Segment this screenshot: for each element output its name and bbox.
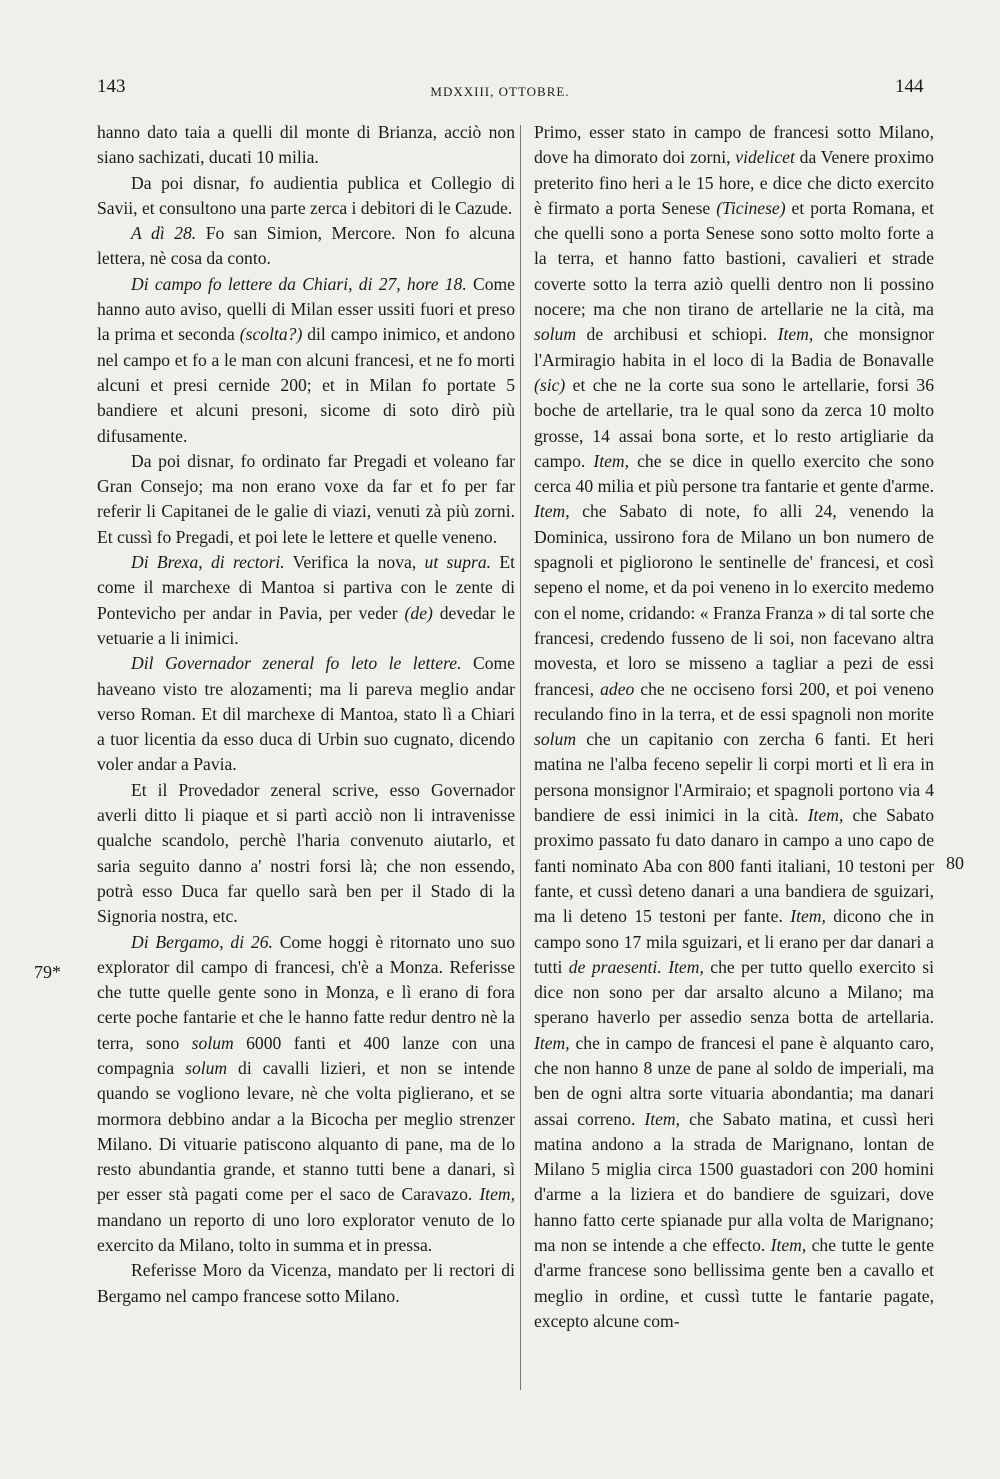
italic-text: Dil Governador zeneral fo leto le lettere.	[131, 653, 462, 674]
text-run: che ne occiseno forsi 200, et poi veneno reculando fino in la terra, et de essi spagnoli non morite	[534, 678, 934, 724]
text-run: che in campo de francesi el pane è alquanto caro, che non hanno 8 unze de pane al soldo de imperiali, ma ben de ogni altra sorte vituaria abondantia; ma danari assai correno.	[534, 1032, 934, 1129]
page-number-left: 143	[97, 76, 126, 97]
text-run: che per tutto quello exercito si dice non sono per dar arsalto alcuno a Milano; ma sperano haverlo per assedio senza botta de artellaria.	[534, 956, 935, 1028]
paragraph	[97, 1258, 515, 1309]
paragraph	[97, 550, 515, 651]
margin-number-right: 80	[946, 853, 964, 873]
italic-text: Item,	[593, 450, 630, 471]
text-run: dicono che in campo sono 17 mila sguizari, et li erano per dar danari a tutti	[534, 906, 934, 977]
paragraph	[97, 272, 515, 449]
text-run: Come hanno auto aviso, quelli di Milan esser ussiti fuori et preso la prima et seconda	[97, 273, 515, 345]
text-run: che monsignor l'Armiragio habita in el loco di la Badia de Bonavalle	[534, 324, 934, 370]
italic-text: Item,	[479, 1184, 515, 1205]
right-text-column	[534, 120, 934, 1334]
italic-text: Item,	[790, 906, 826, 927]
paragraph	[97, 120, 515, 171]
text-run: dil campo inimico, et andono nel campo et fo a le man con alcuni francesi, et ne fo morti alcuni et presi cernide 200; et in Milan fo portate 5 bandiere et alcuni presoni, sicome di soto dirò più difusamente.	[97, 324, 515, 446]
paragraph	[97, 930, 515, 1259]
column-divider	[520, 125, 521, 1390]
paragraph	[97, 778, 515, 930]
margin-number-left: 79*	[34, 962, 61, 982]
italic-text: de praesenti.	[568, 956, 662, 977]
italic-text: Di Bergamo, di 26.	[131, 931, 273, 952]
italic-text: Item,	[807, 805, 844, 826]
text-run: Referisse Moro da Vicenza, mandato per li rectori di Bergamo nel campo francese sotto Milano.	[97, 1260, 515, 1306]
text-run: che un capitanio con zercha 6 fanti. Et heri matina ne l'alba feceno sepelir li corpi morti et lì era in persona monsignor l'Armiraio; et spagnoli portono via 4 bandiere de essi inimici in la cità.	[534, 729, 934, 826]
text-run: de archibusi et schiopi.	[576, 324, 778, 345]
italic-text: solum	[534, 324, 577, 345]
text-run: et che ne la corte sua sono le artellarie, forsi 36 boche de artellarie, tra le qual sono da zerca 10 molto grosse, 14 assai bona sorte, et lo resto artigliarie da campo.	[534, 374, 934, 471]
text-run: che tutte le gente d'arme francese sono bellissima gente ben a cavallo et meglio in ordine, et cussì tutte le fantarie pagate, excepto alcune com-	[534, 1235, 935, 1331]
italic-text: Di campo fo lettere da Chiari, di 27, hore 18.	[131, 273, 467, 294]
italic-text: adeo	[600, 678, 635, 699]
text-run: che se dice in quello exercito che sono cerca 40 milia et più persone tra fantarie et gente d'arme.	[534, 450, 934, 497]
text-run: Come hoggi è ritornato uno suo explorator dil campo di francesi, ch'è a Monza. Referisse che tutte quelle gente sono in Monza, e lì erano di fora certe poche fantarie et che le hanno fatte redur dentro nè la terra, sono	[97, 931, 515, 1053]
page-number-right: 144	[895, 76, 924, 97]
paragraph	[97, 221, 515, 272]
italic-text: solum	[534, 729, 577, 750]
italic-text: Item,	[534, 1032, 570, 1053]
text-run: Et il Provedador zeneral scrive, esso Governador averli ditto li piaque et si partì acciò non li intravenisse qualche scandolo, perchè l'haria convenuto aiutarlo, et saria seguito danno a' nostri forsi là; che non essendo, potrà esso Duca far quello sarà ben per il Stado di la Signoria nostra, etc.	[97, 779, 515, 927]
text-run: et porta Romana, et che quelli sono a porta Senese sono sotto molto forte a la terra, et hanno fatto bastioni, cavalieri et strade coverte sotto la terra aziò quelli dentro non li possino nocere; ma che non tirano de artellarie ne la cità, ma	[534, 197, 934, 320]
italic-text: Item,	[770, 1235, 807, 1256]
italic-text: Di Brexa, di rectori.	[131, 552, 285, 573]
text-run: Primo, esser stato in campo de francesi sotto Milano, dove ha dimorato doi zorni,	[534, 122, 934, 168]
text-run: da Venere proximo preterito fino heri a le 15 hore, e dice che dicto exercito è firmato a porta Senese	[534, 147, 934, 218]
text-run: Fo san Simion, Mercore. Non fo alcuna lettera, nè cosa da conto.	[97, 223, 515, 269]
text-run: Da poi disnar, fo audientia publica et Collegio di Savii, et consultono una parte zerca i debitori di le Cazude.	[97, 172, 515, 218]
italic-text: (scolta?)	[239, 324, 303, 345]
text-run: di cavalli lizieri, et non se intende quando se vogliono levare, nè che volta piglierano, et se mormora debbino andar a la Bicocha per meglio strenzer Milano. Di vituarie patiscono alquanto di pane, ma de lo resto abundantia grande, et stanno tutti bene a danari, sì per esser stà pagati come per el saco de Caravazo.	[97, 1057, 515, 1205]
italic-text: Item,	[777, 324, 814, 345]
italic-text: ut supra.	[424, 552, 492, 573]
text-run: che Sabato di note, fo alli 24, venendo la Dominica, ussirono fora de Milano un bon numero de spagnoli et pigliorono le sentinelle de' francesi, et così sepeno el nome, et da poi veneno in lo exercito medemo con el nome, cridando: « Franza Franza » di tal sorte che francesi, credendo fusseno de li soi, non facevano altra movesta, et loro se misseno a tagliar a pezi de essi francesi,	[534, 501, 934, 699]
text-run: 6000 fanti et 400 lanze con una compagnia	[97, 1032, 515, 1078]
italic-text: (de)	[404, 602, 433, 623]
italic-text: Item,	[534, 501, 570, 522]
text-run: Verifica la nova,	[284, 552, 425, 573]
paragraph	[534, 120, 934, 1334]
text-run: hanno dato taia a quelli dil monte di Brianza, acciò non siano sachizati, ducati 10 milia.	[97, 122, 515, 168]
text-run: Et come il marchexe di Mantoa si partiva con le zente di Pontevicho per andar in Pavia, per veder	[97, 552, 515, 623]
text-run: mandano un reporto di uno loro explorator venuto de lo exercito da Milano, tolto in summa et in pressa.	[97, 1209, 515, 1256]
italic-text: (sic)	[534, 374, 566, 395]
italic-text: (Ticinese)	[716, 197, 786, 218]
italic-text: Item,	[668, 956, 704, 977]
paragraph	[97, 171, 515, 222]
italic-text: solum	[185, 1057, 228, 1078]
running-title: MDXXIII, OTTOBRE.	[430, 84, 570, 99]
paragraph	[97, 651, 515, 777]
italic-text: videlicet	[735, 147, 795, 168]
text-run: devedar le vetuarie a li inimici.	[97, 602, 516, 648]
italic-text: Item,	[644, 1108, 681, 1129]
paragraph	[97, 449, 515, 550]
text-run: che Sabato proximo passato fu dato danaro in campo a uno capo de fanti nominato Aba con 800 fanti italiani, 10 testoni per fante, et cussì deteno danari a una bandiera de sguizari, ma li deteno 15 testoni per fante.	[534, 805, 934, 927]
italic-text: solum	[191, 1032, 234, 1053]
text-run: Come haveano visto tre alozamenti; ma li pareva meglio andar verso Roman. Et dil marchexe di Mantoa, stato lì a Chiari a tuor licentia da esso duca di Urbin suo cugnato, dicendo voler andar a Pavia.	[97, 653, 515, 775]
left-text-column	[97, 120, 515, 1309]
text-run: che Sabato matina, et cussì heri matina andono a la strada de Marignano, lontan de Milano 5 miglia circa 1500 guastadori con 200 homini d'arme a la liziera et do bandiere de sguizari, dove hanno fatto certe spianade pur alla volta de Marignano; ma non se intende a che effecto.	[534, 1108, 934, 1256]
text-run: Da poi disnar, fo ordinato far Pregadi et voleano far Gran Consejo; ma non erano voxe da far et fo per far referir li Capitanei de le galie di viazi, venuti zà più zorni. Et cussì fo Pregadi, et poi lete le lettere et quelle veneno.	[97, 450, 515, 547]
italic-text: A dì 28.	[131, 223, 197, 244]
